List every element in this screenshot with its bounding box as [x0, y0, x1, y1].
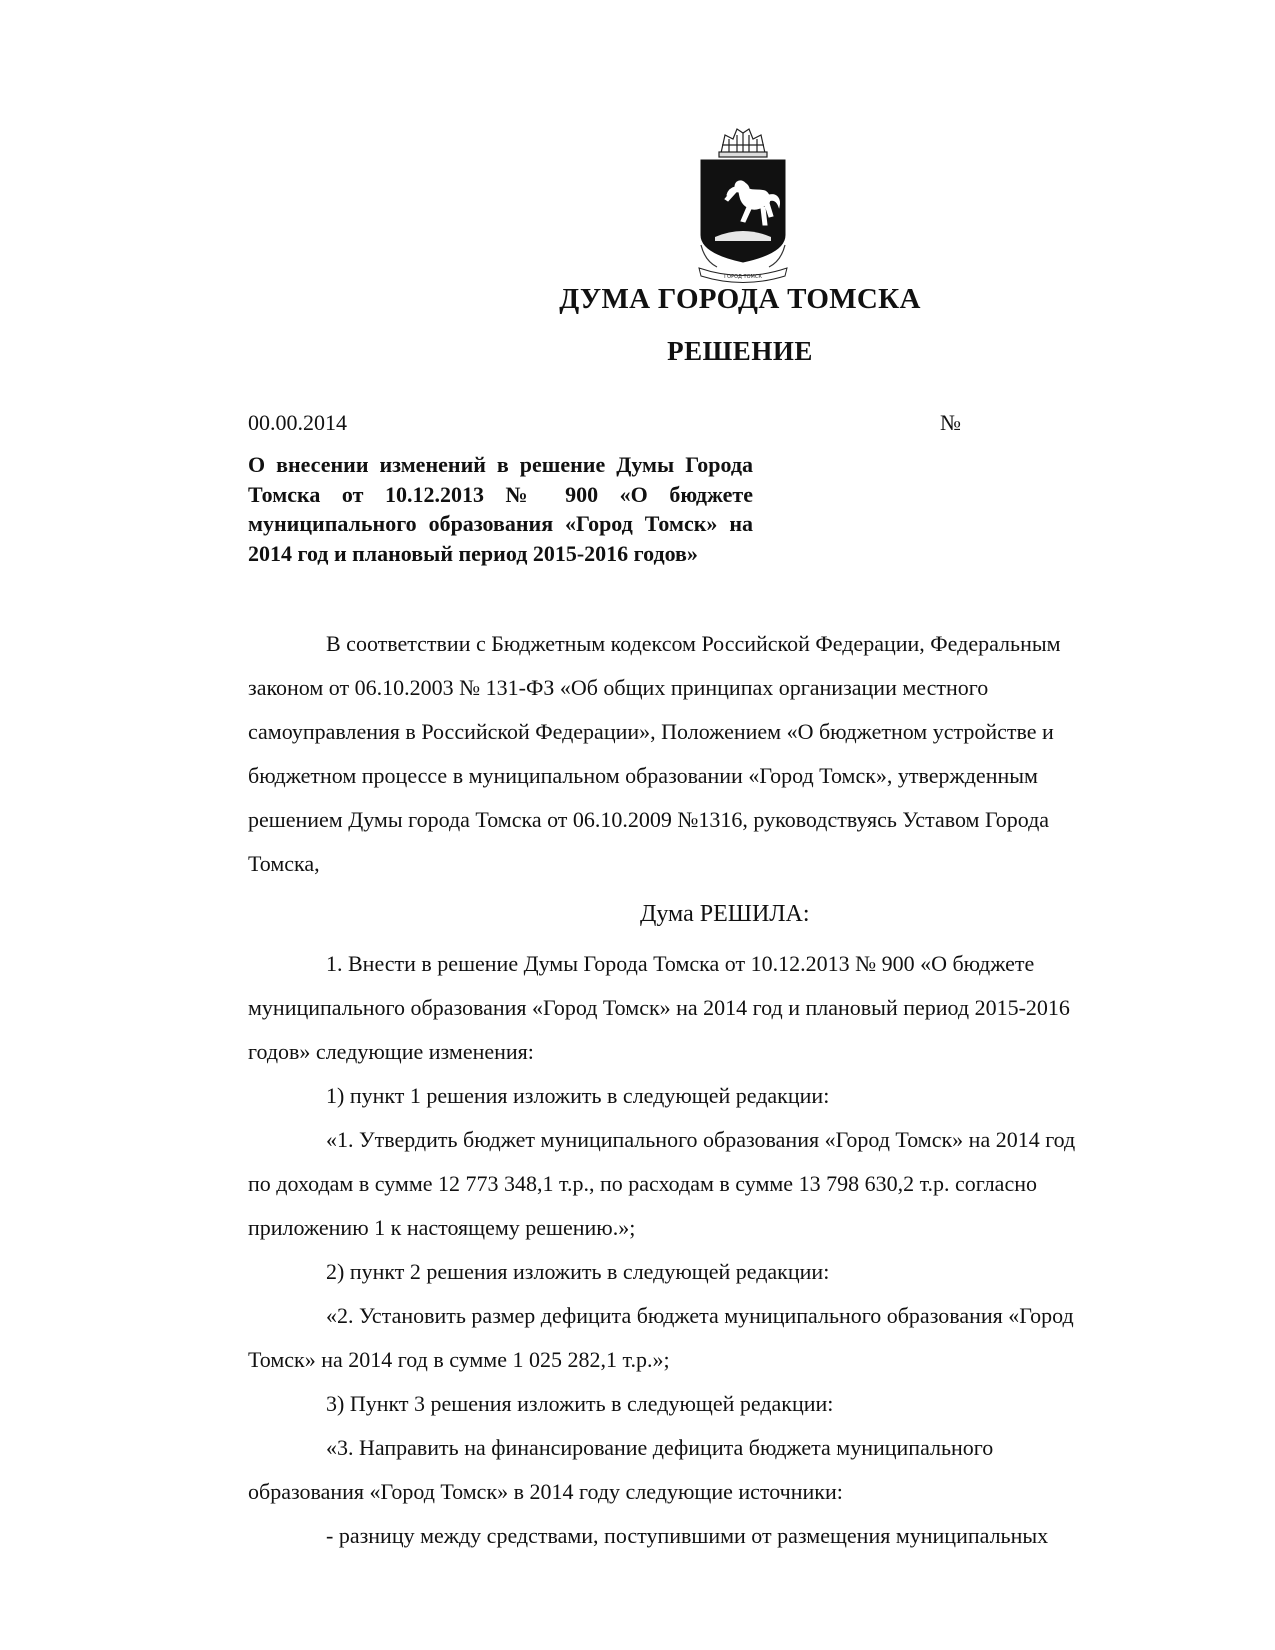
document-subject: О внесении изменений в решение Думы Города Томска от 10.12.2013 № 900 «О бюджете муниципального образования «Город Томск» на 2014 год и плановый период 2015-2016 годов»: [248, 452, 753, 566]
preamble: [248, 622, 1275, 886]
subclause-3-text: [248, 1426, 1275, 1514]
clause-line: 1. Внести в решение Думы Города Томска от 10.12.2013 № 900 «О бюджете: [326, 951, 1035, 976]
document-body: [248, 622, 1275, 1558]
clause-line: «1. Утвердить бюджет муниципального образования «Город Томск» на 2014 год: [326, 1127, 1076, 1152]
clause-line: «3. Направить на финансирование дефицита бюджета муниципального: [326, 1435, 994, 1460]
resolved-heading: Дума РЕШИЛА:: [640, 901, 810, 927]
organization-title: ДУМА ГОРОДА ТОМСКА: [559, 283, 921, 315]
subclause-2-text: [248, 1294, 1275, 1382]
subclause-1-text: [248, 1118, 1275, 1250]
clause-line: муниципального образования «Город Томск» на 2014 год и плановый период 2015-2016: [248, 995, 1070, 1020]
preamble-line: решением Думы города Томска от 06.10.2009 №1316, руководствуясь Уставом Города: [248, 807, 1050, 832]
list-item: - разницу между средствами, поступившими от размещения муниципальных: [326, 1523, 1049, 1548]
document-number-label: №: [940, 410, 961, 435]
document-type-title: РЕШЕНИЕ: [667, 336, 813, 366]
clause-line: Томск» на 2014 год в сумме 1 025 282,1 т.р.»;: [248, 1347, 670, 1372]
clause-line: по доходам в сумме 12 773 348,1 т.р., по расходам в сумме 13 798 630,2 т.р. согласно: [248, 1171, 1037, 1196]
clause-line: образования «Город Томск» в 2014 году следующие источники:: [248, 1479, 843, 1504]
preamble-line: бюджетном процессе в муниципальном образовании «Город Томск», утвержденным: [248, 763, 1038, 788]
preamble-line: В соответствии с Бюджетным кодексом Российской Федерации, Федеральным: [326, 631, 1061, 656]
clause-line: приложению 1 к настоящему решению.»;: [248, 1215, 636, 1240]
emblem-ribbon-text: ГОРОД ТОМСК: [724, 274, 762, 280]
preamble-line: самоуправления в Российской Федерации», Положением «О бюджетном устройстве и: [248, 719, 1054, 744]
preamble-line: законом от 06.10.2003 № 131-ФЗ «Об общих принципах организации местного: [248, 675, 989, 700]
subclause-2-intro: 2) пункт 2 решения изложить в следующей редакции:: [326, 1259, 830, 1284]
clause-line: «2. Установить размер дефицита бюджета муниципального образования «Город: [326, 1303, 1074, 1328]
subclause-1-intro: 1) пункт 1 решения изложить в следующей редакции:: [326, 1083, 830, 1108]
subclause-3-intro: 3) Пункт 3 решения изложить в следующей редакции:: [326, 1391, 834, 1416]
clause-1: [248, 942, 1275, 1074]
tomsk-coat-of-arms-emblem: [695, 125, 791, 285]
document-date: 00.00.2014: [248, 410, 347, 435]
preamble-line: Томска,: [248, 851, 320, 876]
clause-line: годов» следующие изменения:: [248, 1039, 534, 1064]
